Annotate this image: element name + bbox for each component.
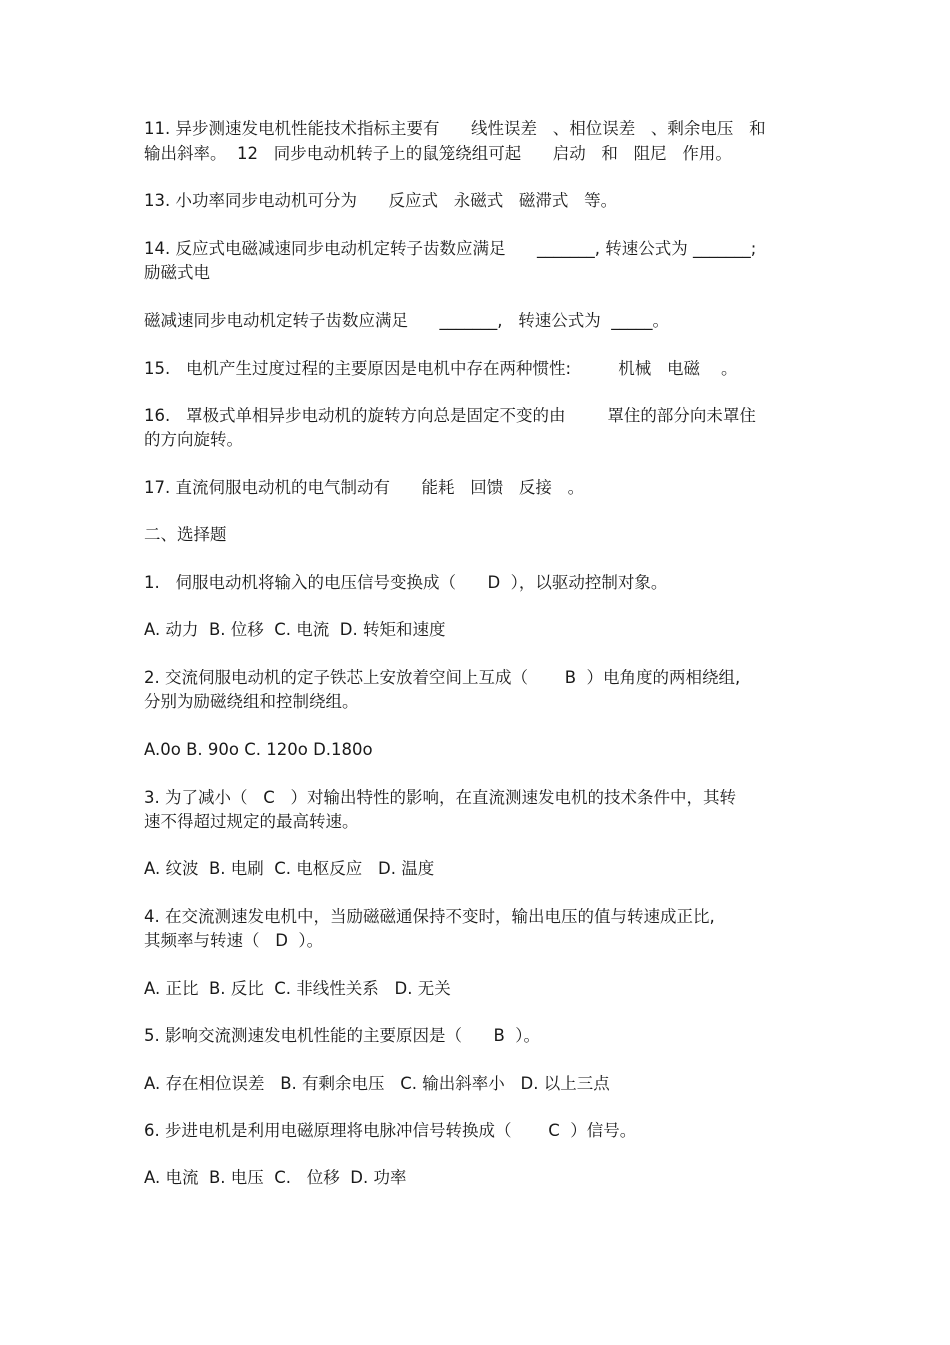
q13-line: 13. 小功率同步电动机可分为 反应式 永磁式 磁滞式 等。: [144, 191, 618, 210]
mc2-options: A.0o B. 90o C. 120o D.180o: [144, 740, 373, 759]
q11-q12-line: 输出斜率。 12 同步电动机转子上的鼠笼绕组可起 启动 和 阻尼 作用。: [144, 144, 732, 163]
mc3-question-line1: 3. 为了减小（ C ）对输出特性的影响，在直流测速发电机的技术条件中，其转: [144, 788, 736, 807]
section-heading: 二、选择题: [144, 525, 227, 544]
mc2-question-line2: 分别为励磁绕组和控制绕组。: [144, 692, 359, 711]
mc5-question: 5. 影响交流测速发电机性能的主要原因是（ B ）。: [144, 1026, 541, 1045]
q15-line: 15. 电机产生过度过程的主要原因是电机中存在两种惯性: 机械 电磁 。: [144, 359, 738, 378]
mc6-options: A. 电流 B. 电压 C. 位移 D. 功率: [144, 1168, 407, 1187]
q11-line1: 11. 异步测速发电机性能技术指标主要有 线性误差 、相位误差 、剩余电压 和: [144, 119, 766, 138]
mc1-question: 1. 伺服电动机将输入的电压信号变换成（ D ），以驱动控制对象。: [144, 573, 668, 592]
mc4-options: A. 正比 B. 反比 C. 非线性关系 D. 无关: [144, 979, 451, 998]
mc1-options: A. 动力 B. 位移 C. 电流 D. 转矩和速度: [144, 620, 446, 639]
q16-line2: 的方向旋转。: [144, 430, 243, 449]
q14-line2: 励磁式电: [144, 263, 210, 282]
q17-line: 17. 直流伺服电动机的电气制动有 能耗 回馈 反接 。: [144, 478, 585, 497]
q16-line1: 16. 罩极式单相异步电动机的旋转方向总是固定不变的由 罩住的部分向未罩住: [144, 406, 756, 425]
q14-line1: 14. 反应式电磁减速同步电动机定转子齿数应满足 _______, 转速公式为 _______;: [144, 239, 757, 258]
mc6-question: 6. 步进电机是利用电磁原理将电脉冲信号转换成（ C ）信号。: [144, 1121, 637, 1140]
mc5-options: A. 存在相位误差 B. 有剩余电压 C. 输出斜率小 D. 以上三点: [144, 1074, 610, 1093]
mc4-question-line1: 4. 在交流测速发电机中，当励磁磁通保持不变时，输出电压的值与转速成正比,: [144, 907, 715, 926]
mc4-question-line2: 其频率与转速（ D ）。: [144, 931, 324, 950]
q14-line3: 磁减速同步电动机定转子齿数应满足 _______, 转速公式为 _____。: [144, 311, 669, 330]
mc3-question-line2: 速不得超过规定的最高转速。: [144, 812, 359, 831]
mc2-question-line1: 2. 交流伺服电动机的定子铁芯上安放着空间上互成（ B ）电角度的两相绕组,: [144, 668, 741, 687]
mc3-options: A. 纹波 B. 电刷 C. 电枢反应 D. 温度: [144, 859, 435, 878]
